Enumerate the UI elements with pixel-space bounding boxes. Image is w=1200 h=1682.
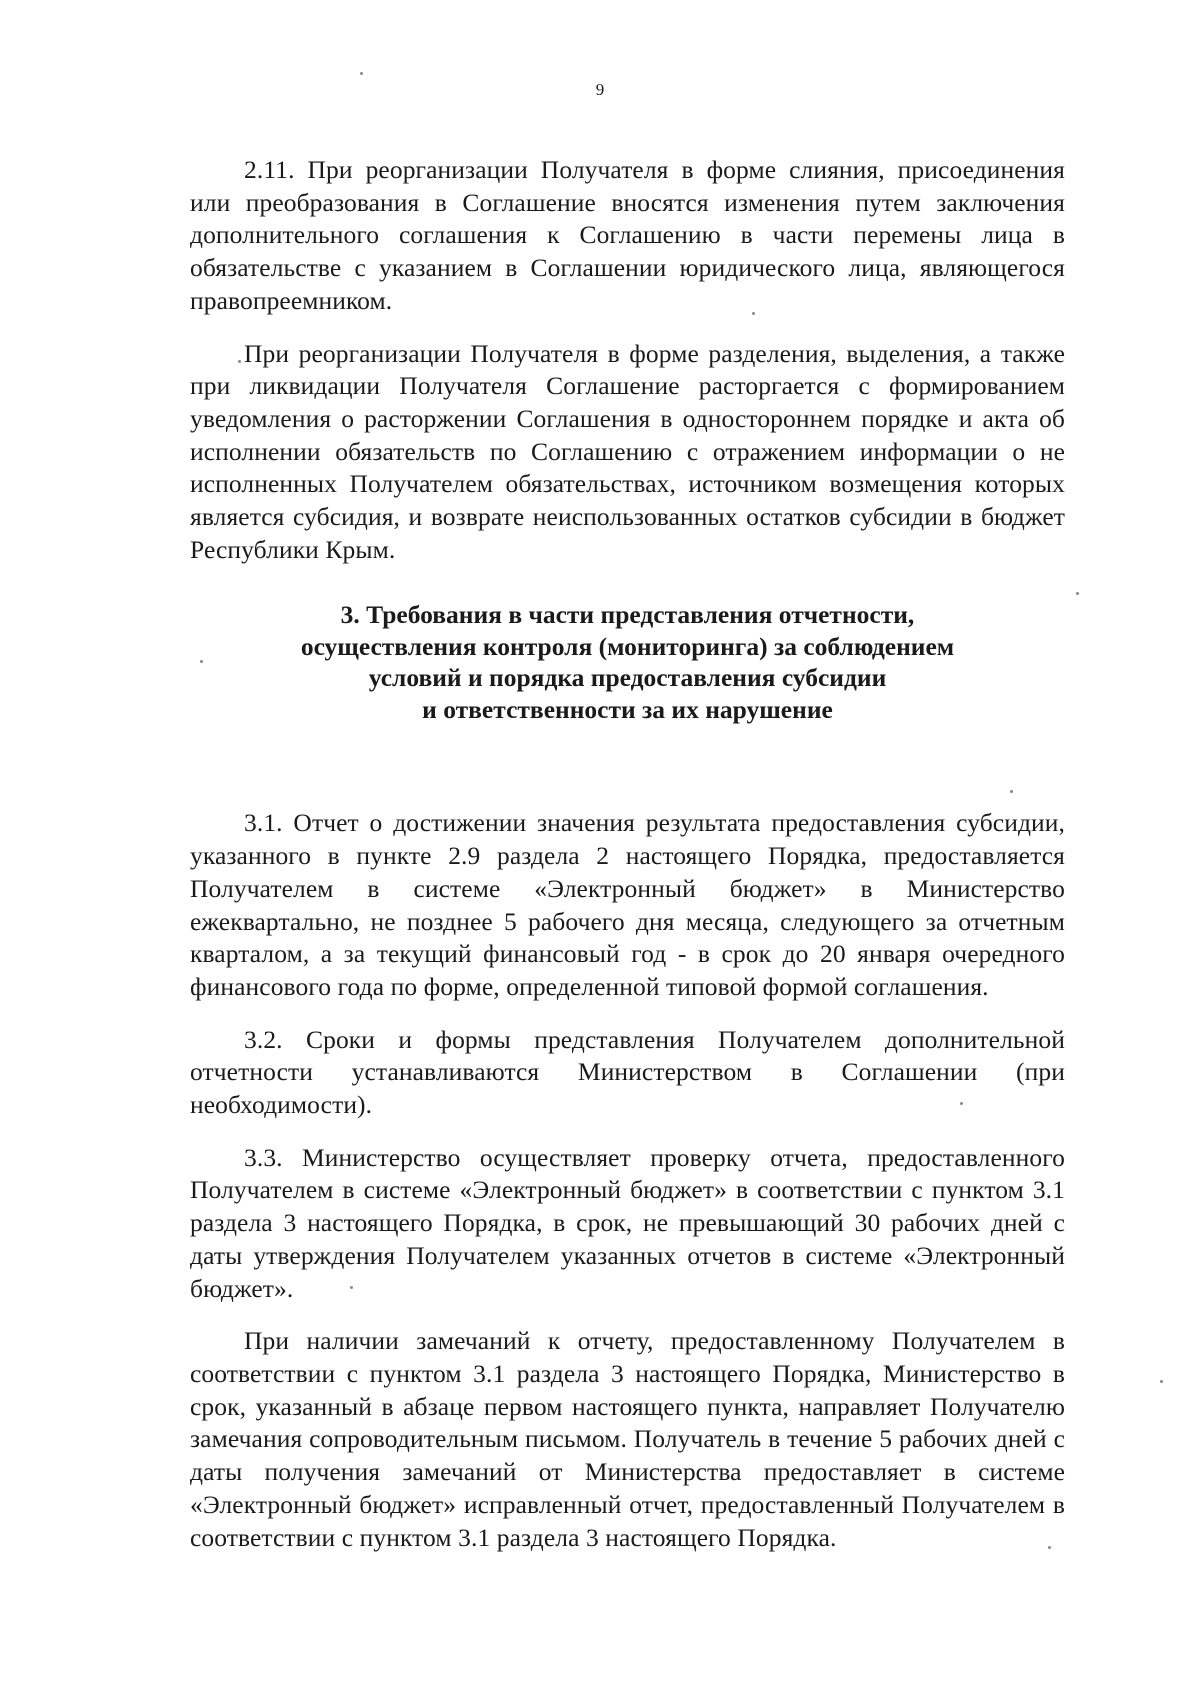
paragraph-3-1: 3.1. Отчет о достижении значения результата предоставления субсидии, указанного в пункте 2.9 раздела 2 настоящего Порядка, предоставляется Получателем в системе «Электронный бюджет» в Министерство ежеквартально, не позднее 5 рабочего дня месяца, следующего за отчетным кварталом, а за текущий финансовый год - в срок до 20 января очередного финансового года по форме, определенной типовой формой соглашения. [190,808,1065,1001]
scan-speck [752,312,755,315]
section-3-heading-line: и ответственности за их нарушение [422,694,833,724]
scan-speck [960,1102,963,1105]
scan-speck [1076,592,1079,595]
section-3-heading-line: осуществления контроля (мониторинга) за соблюдением [300,631,955,661]
section-3-heading-line: условий и порядка предоставления субсидии [368,663,887,693]
scan-speck [1048,1546,1051,1549]
scan-speck [1010,790,1013,793]
page-number: 9 [595,80,605,99]
scan-speck [200,660,203,663]
section-3-heading-line: 3. Требования в части представления отчетности, [340,600,915,630]
document-body [190,154,1065,1554]
scan-speck [360,72,363,75]
paragraph-3-3-remarks: При наличии замечаний к отчету, предоставленному Получателем в соответствии с пунктом 3.1 раздела 3 настоящего Порядка, Министерство в срок, указанный в абзаце первом настоящего пункта, направляет Получателю замечания сопроводительным письмом. Получатель в течение 5 рабочих дней с даты получения замечаний от Министерства предоставляет в системе «Электронный бюджет» исправленный отчет, предоставленный Получателем в соответствии с пунктом 3.1 раздела 3 настоящего Порядка. [190,1326,1065,1552]
scan-speck [1160,1380,1163,1383]
scan-speck [350,1286,353,1289]
paragraph-2-11: 2.11. При реорганизации Получателя в форме слияния, присоединения или преобразования в Соглашение вносятся изменения путем заключения дополнительного соглашения к Соглашению в части перемены лица в обязательстве с указанием в Соглашении юридического лица, являющегося правопреемником. [190,155,1065,315]
scan-speck [238,360,241,363]
paragraph-3-2: 3.2. Сроки и формы представления Получателем дополнительной отчетности устанавливаются Министерством в Соглашении (при необходимости). [190,1024,1065,1120]
section-spacer [190,725,1065,807]
section-3-heading [190,599,1065,725]
paragraph-2-11-reorganization: При реорганизации Получателя в форме разделения, выделения, а также при ликвидации Получателя Соглашение расторгается с формированием уведомления о расторжении Соглашения в одностороннем порядке и акта об исполнении обязательств по Соглашению с отражением информации о не исполненных Получателем обязательствах, источником возмещения которых является субсидия, и возврате неиспользованных остатков субсидии в бюджет Республики Крым. [190,338,1065,564]
paragraph-3-3: 3.3. Министерство осуществляет проверку отчета, предоставленного Получателем в системе «Электронный бюджет» в соответствии с пунктом 3.1 раздела 3 настоящего Порядка, в срок, не превышающий 30 рабочих дней с даты утверждения Получателем указанных отчетов в системе «Электронный бюджет». [190,1142,1065,1303]
